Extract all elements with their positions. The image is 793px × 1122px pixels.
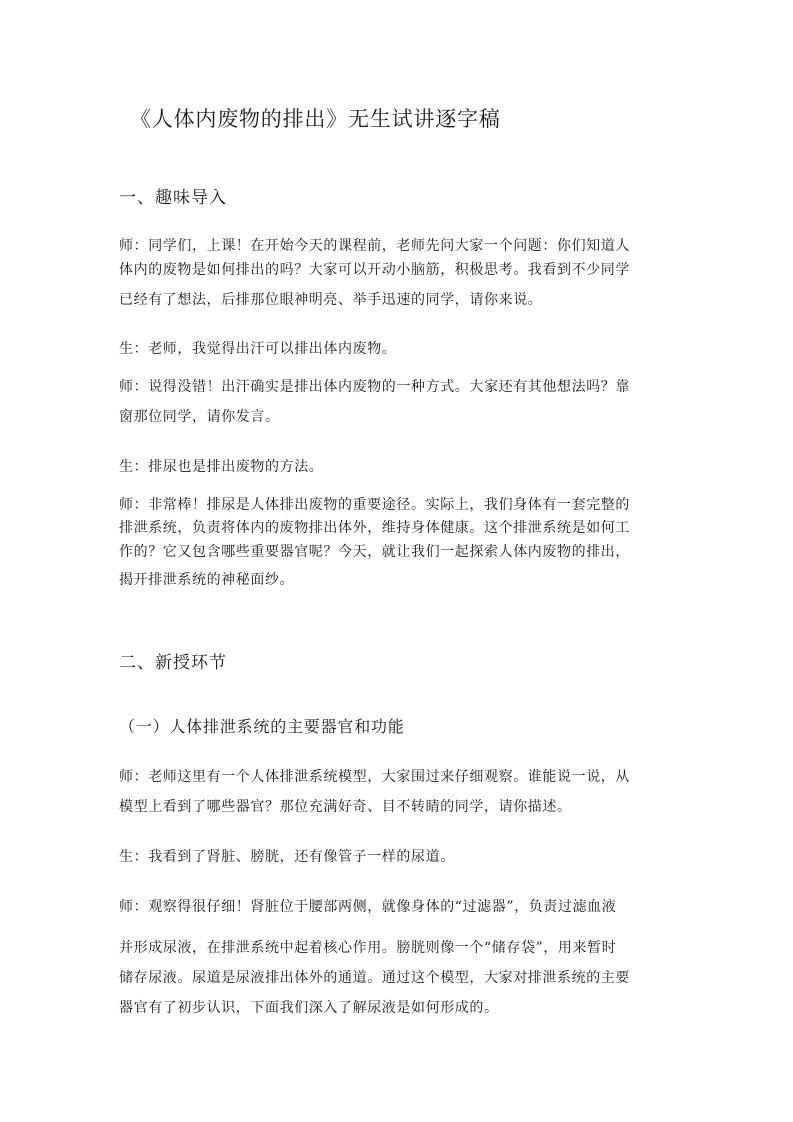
paragraph-line: 生：我看到了肾脏、膀胱，还有像管子一样的尿道。 — [119, 849, 455, 865]
paragraph-line: 师：说得没错！出汗确实是排出体内废物的一种方式。大家还有其他想法吗？靠 — [119, 379, 630, 395]
subsection-heading: （一）人体排泄系统的主要器官和功能 — [119, 717, 405, 736]
paragraph-line: 体内的废物是如何排出的吗？大家可以开动小脑筋，积极思考。我看到不少同学 — [119, 262, 630, 278]
paragraph-line: 器官有了初步认识，下面我们深入了解尿液是如何形成的。 — [119, 1000, 499, 1016]
section-heading-intro: 一、趣味导入 — [119, 188, 227, 208]
paragraph-line: 师：老师这里有一个人体排泄系统模型，大家围过来仔细观察。谁能说一说，从 — [119, 769, 630, 785]
paragraph-line: 揭开排泄系统的神秘面纱。 — [119, 572, 295, 588]
paragraph-line: 窗那位同学，请你发言。 — [119, 409, 280, 425]
paragraph-line: 师：观察得很仔细！肾脏位于腰部两侧，就像身体的“过滤器”，负责过滤血液 — [119, 899, 617, 915]
paragraph-line: 生：老师，我觉得出汗可以排出体内废物。 — [119, 341, 397, 357]
paragraph-line: 作的？它又包含哪些重要器官呢？今天，就让我们一起探索人体内废物的排出， — [119, 544, 630, 560]
paragraph-line: 储存尿液。尿道是尿液排出体外的通道。通过这个模型，大家对排泄系统的主要 — [119, 970, 630, 986]
paragraph-line: 生：排尿也是排出废物的方法。 — [119, 459, 324, 475]
paragraph-line: 并形成尿液，在排泄系统中起着核心作用。膀胱则像一个“储存袋”，用来暂时 — [119, 940, 617, 956]
paragraph-line: 师：非常棒！排尿是人体排出废物的重要途径。实际上，我们身体有一套完整的 — [119, 497, 630, 513]
paragraph-line: 排泄系统，负责将体内的废物排出体外，维持身体健康。这个排泄系统是如何工 — [119, 520, 630, 536]
paragraph-line: 已经有了想法，后排那位眼神明亮、举手迅速的同学，请你来说。 — [119, 292, 543, 308]
paragraph-line: 师：同学们，上课！在开始今天的课程前，老师先问大家一个问题：你们知道人 — [119, 238, 630, 254]
section-heading-new-lesson: 二、新授环节 — [119, 653, 227, 673]
document-title: 《人体内废物的排出》无生试讲逐字稿 — [130, 107, 501, 131]
paragraph-line: 模型上看到了哪些器官？那位充满好奇、目不转睛的同学，请你描述。 — [119, 799, 572, 815]
